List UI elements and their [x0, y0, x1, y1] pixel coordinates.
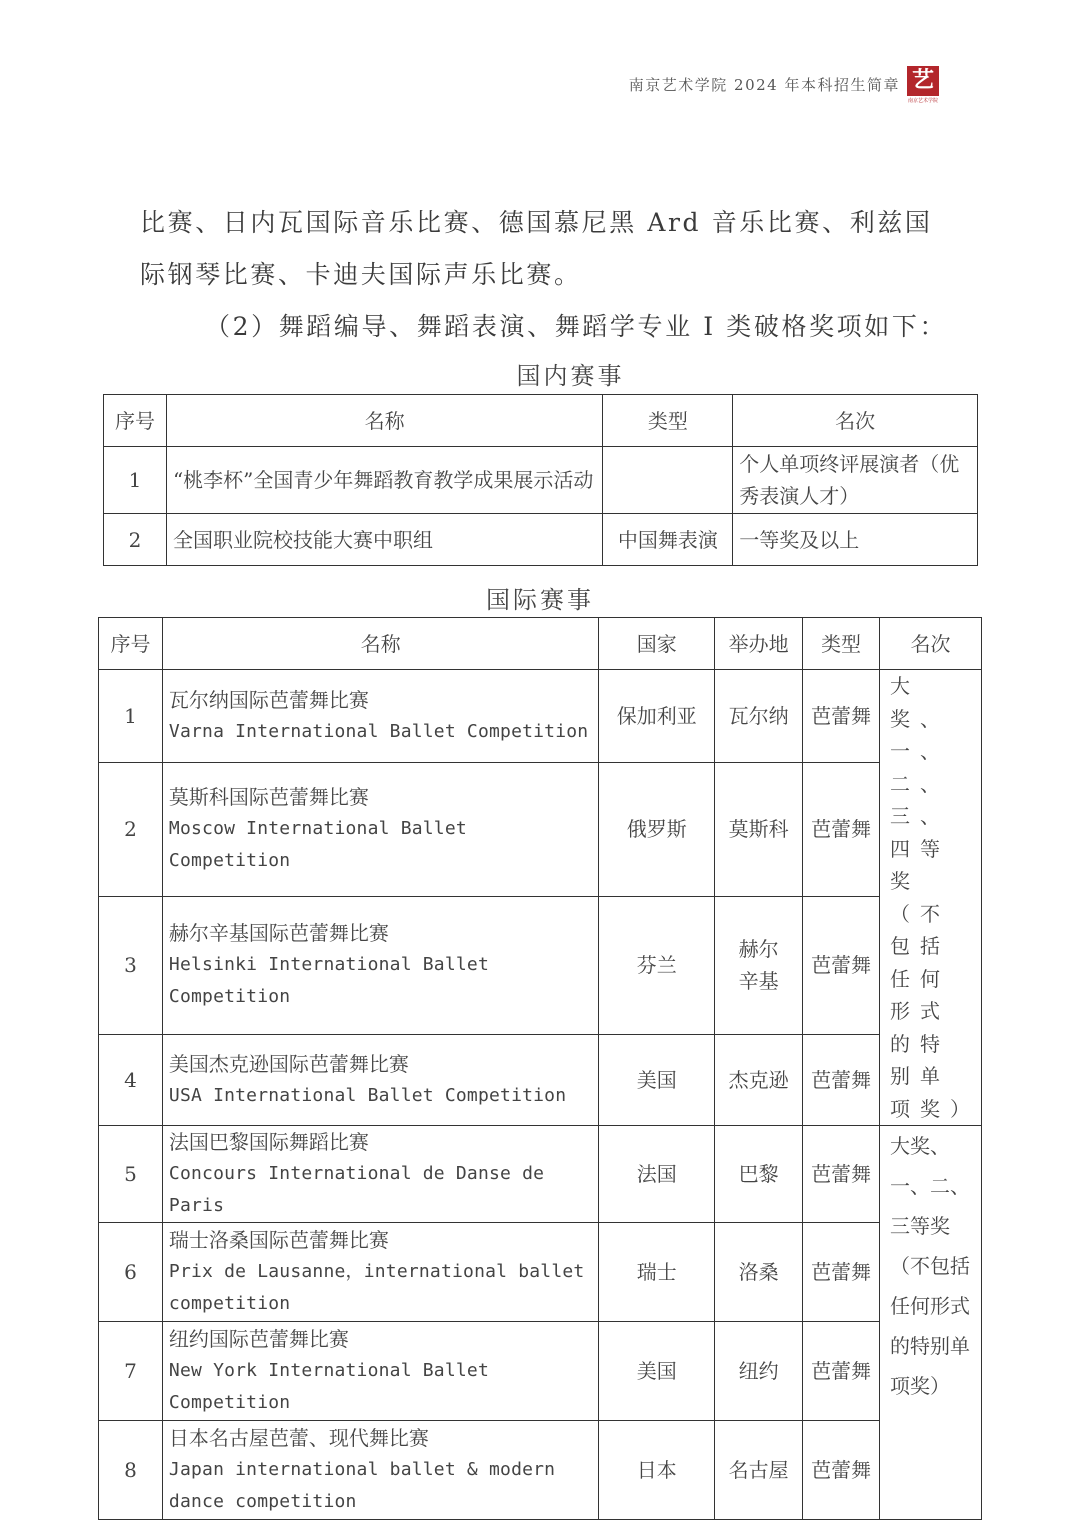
body-text-line-2: 际钢琴比赛、卡迪夫国际声乐比赛。 — [140, 260, 582, 289]
body-text-line-1: 比赛、日内瓦国际音乐比赛、德国慕尼黑 Ard 音乐比赛、利兹国 — [140, 208, 933, 237]
cell-no: 6 — [99, 1223, 163, 1322]
cell-city: 名古屋 — [715, 1421, 803, 1520]
name-cn: 瑞士洛桑国际芭蕾舞比赛 — [168, 1228, 389, 1252]
cell-type: 芭蕾舞 — [803, 896, 880, 1034]
table-header-row — [99, 618, 982, 670]
cell-name — [162, 1126, 598, 1223]
name-cn: 赫尔辛基国际芭蕾舞比赛 — [168, 921, 389, 946]
cell-name: 全国职业院校技能大赛中职组 — [166, 514, 602, 566]
cell-name — [162, 1034, 598, 1125]
name-en: Moscow International Ballet Competition — [168, 818, 467, 872]
cell-rank-group-2: 大奖、一、二、三等奖（不包括任何形式的特别单项奖） — [880, 1126, 982, 1520]
cell-city: 杰克逊 — [715, 1034, 803, 1125]
logo-seal-icon: 艺 — [907, 66, 939, 96]
cell-type — [603, 447, 733, 514]
name-en: USA International Ballet Competition — [168, 1084, 567, 1106]
col-header-no: 序号 — [99, 618, 163, 670]
cell-no: 1 — [104, 447, 167, 514]
name-en: Concours International de Danse de Paris — [168, 1163, 545, 1216]
cell-no: 2 — [99, 762, 163, 896]
name-en: New York International Ballet Competition — [168, 1360, 489, 1413]
name-en: Japan international ballet & modern dance competition — [168, 1459, 556, 1512]
cell-country: 俄罗斯 — [599, 762, 715, 896]
name-cn: 日本名古屋芭蕾、现代舞比赛 — [168, 1426, 429, 1450]
cell-no: 2 — [104, 514, 167, 566]
domestic-caption: 国内赛事 — [516, 362, 625, 390]
cell-rank: 个人单项终评展演者（优秀表演人才） — [733, 447, 978, 514]
table-row — [99, 762, 982, 896]
table-row — [99, 1322, 982, 1421]
col-header-no: 序号 — [104, 395, 167, 447]
cell-no: 1 — [99, 670, 163, 763]
cell-name: “桃李杯”全国青少年舞蹈教育教学成果展示活动 — [166, 447, 602, 514]
name-en: Helsinki International Ballet Competition — [168, 954, 489, 1008]
table-row — [104, 514, 978, 566]
table-row — [99, 1126, 982, 1223]
cell-type: 芭蕾舞 — [803, 670, 880, 763]
col-header-city: 举办地 — [715, 618, 803, 670]
cell-type: 芭蕾舞 — [803, 1126, 880, 1223]
cell-no: 8 — [99, 1421, 163, 1520]
table-row — [99, 1223, 982, 1322]
cell-no: 4 — [99, 1034, 163, 1125]
table-header-row — [104, 395, 978, 447]
international-competitions-table — [98, 617, 982, 1520]
name-cn: 法国巴黎国际舞蹈比赛 — [168, 1130, 369, 1154]
section-heading: （2）舞蹈编导、舞蹈表演、舞蹈学专业 I 类破格奖项如下： — [205, 312, 948, 341]
col-header-name: 名称 — [166, 395, 602, 447]
name-en: Varna International Ballet Competition — [168, 720, 589, 742]
cell-city: 赫尔辛基 — [715, 896, 803, 1034]
cell-name — [162, 1421, 598, 1520]
cell-country: 日本 — [599, 1421, 715, 1520]
cell-country: 美国 — [599, 1034, 715, 1125]
cell-name — [162, 896, 598, 1034]
logo-caption: 南京艺术学院 — [907, 98, 938, 104]
cell-country: 美国 — [599, 1322, 715, 1421]
col-header-type: 类型 — [803, 618, 880, 670]
cell-city: 瓦尔纳 — [715, 670, 803, 763]
name-cn: 莫斯科国际芭蕾舞比赛 — [168, 785, 369, 810]
table-row — [99, 1421, 982, 1520]
table-row — [99, 1034, 982, 1125]
cell-city: 巴黎 — [715, 1126, 803, 1223]
cell-type: 芭蕾舞 — [803, 1223, 880, 1322]
cell-name — [162, 1322, 598, 1421]
cell-name — [162, 670, 598, 763]
school-logo — [907, 66, 939, 104]
domestic-competitions-table — [103, 394, 978, 566]
col-header-rank: 名次 — [733, 395, 978, 447]
document-header: 南京艺术学院 2024 年本科招生简章 — [628, 76, 900, 94]
cell-city: 洛桑 — [715, 1223, 803, 1322]
cell-rank-group-1: 大奖、一、二、三、四等奖（不包括任何形式的特别单项奖） — [880, 670, 982, 1126]
cell-country: 芬兰 — [599, 896, 715, 1034]
cell-type: 芭蕾舞 — [803, 1034, 880, 1125]
cell-country: 保加利亚 — [599, 670, 715, 763]
cell-name — [162, 1223, 598, 1322]
col-header-name: 名称 — [162, 618, 598, 670]
cell-type: 芭蕾舞 — [803, 1421, 880, 1520]
cell-city: 纽约 — [715, 1322, 803, 1421]
cell-country: 法国 — [599, 1126, 715, 1223]
name-en: Prix de Lausanne，international ballet competition — [168, 1261, 585, 1314]
name-cn: 美国杰克逊国际芭蕾舞比赛 — [168, 1051, 409, 1076]
cell-name — [162, 762, 598, 896]
name-cn: 纽约国际芭蕾舞比赛 — [168, 1327, 349, 1351]
cell-no: 5 — [99, 1126, 163, 1223]
cell-no: 3 — [99, 896, 163, 1034]
name-cn: 瓦尔纳国际芭蕾舞比赛 — [168, 687, 369, 712]
table-row — [104, 447, 978, 514]
cell-rank: 一等奖及以上 — [733, 514, 978, 566]
cell-type: 芭蕾舞 — [803, 1322, 880, 1421]
col-header-country: 国家 — [599, 618, 715, 670]
table-row — [99, 670, 982, 763]
col-header-rank: 名次 — [880, 618, 982, 670]
cell-type: 芭蕾舞 — [803, 762, 880, 896]
cell-no: 7 — [99, 1322, 163, 1421]
table-row — [99, 896, 982, 1034]
cell-country: 瑞士 — [599, 1223, 715, 1322]
col-header-type: 类型 — [603, 395, 733, 447]
cell-type: 中国舞表演 — [603, 514, 733, 566]
international-caption: 国际赛事 — [486, 586, 594, 614]
cell-city: 莫斯科 — [715, 762, 803, 896]
